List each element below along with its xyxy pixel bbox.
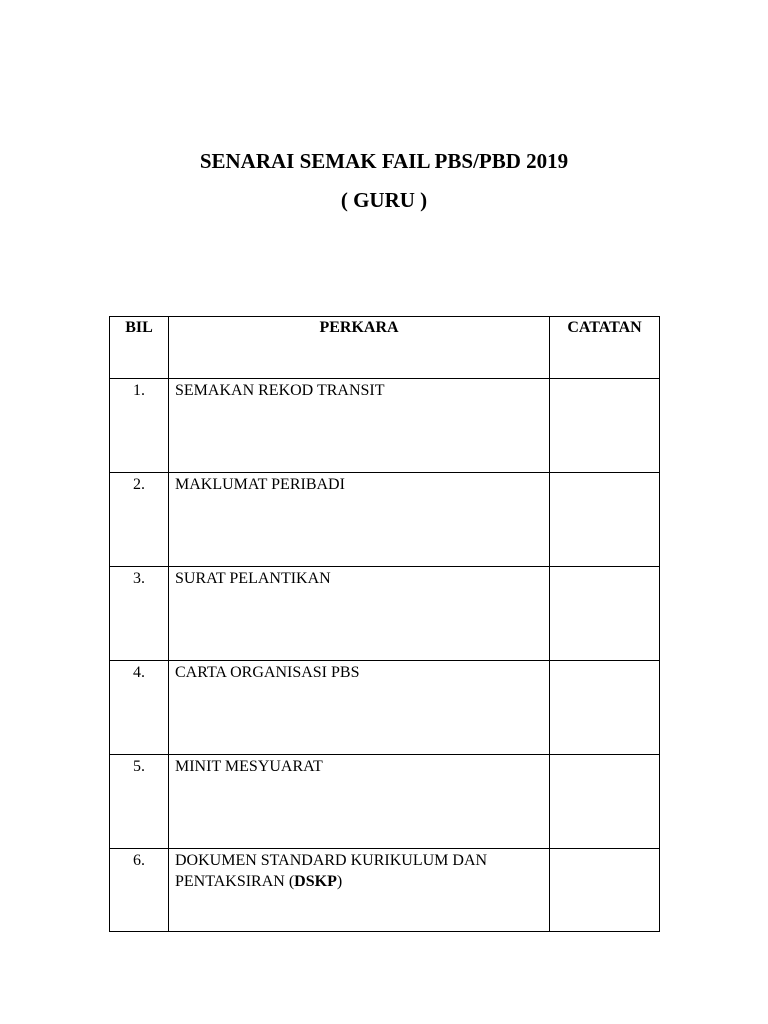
row-bil: 3. [110, 567, 169, 661]
row-catatan [550, 567, 660, 661]
row-bil: 6. [110, 849, 169, 932]
row-perkara: SURAT PELANTIKAN [169, 567, 550, 661]
table-row [110, 661, 660, 755]
row-perkara-line2-bold: DSKP [294, 873, 337, 890]
document-subtitle: ( GURU ) [340, 188, 428, 212]
table-header-row [110, 317, 660, 379]
row-bil: 4. [110, 661, 169, 755]
table-row [110, 567, 660, 661]
row-perkara: CARTA ORGANISASI PBS [169, 661, 550, 755]
row-catatan [550, 661, 660, 755]
header-perkara: PERKARA [169, 317, 550, 379]
row-perkara: SEMAKAN REKOD TRANSIT [169, 379, 550, 473]
row-perkara-line2-prefix: PENTAKSIRAN ( [175, 873, 295, 890]
table-row [110, 379, 660, 473]
table-row [110, 755, 660, 849]
row-bil: 2. [110, 473, 169, 567]
table-row [110, 473, 660, 567]
table-row [110, 849, 660, 932]
row-perkara: MAKLUMAT PERIBADI [169, 473, 550, 567]
row-perkara-line2-suffix: ) [336, 873, 343, 890]
header-catatan: CATATAN [550, 317, 660, 379]
row-perkara [169, 849, 550, 932]
document-title: SENARAI SEMAK FAIL PBS/PBD 2019 [199, 149, 569, 173]
checklist-table [109, 316, 660, 932]
row-perkara: MINIT MESYUARAT [169, 755, 550, 849]
row-catatan [550, 473, 660, 567]
row-catatan [550, 379, 660, 473]
row-catatan [550, 755, 660, 849]
row-catatan [550, 849, 660, 932]
row-bil: 5. [110, 755, 169, 849]
row-perkara-line1: DOKUMEN STANDARD KURIKULUM DAN [175, 852, 488, 869]
row-bil: 1. [110, 379, 169, 473]
header-bil: BIL [110, 317, 169, 379]
